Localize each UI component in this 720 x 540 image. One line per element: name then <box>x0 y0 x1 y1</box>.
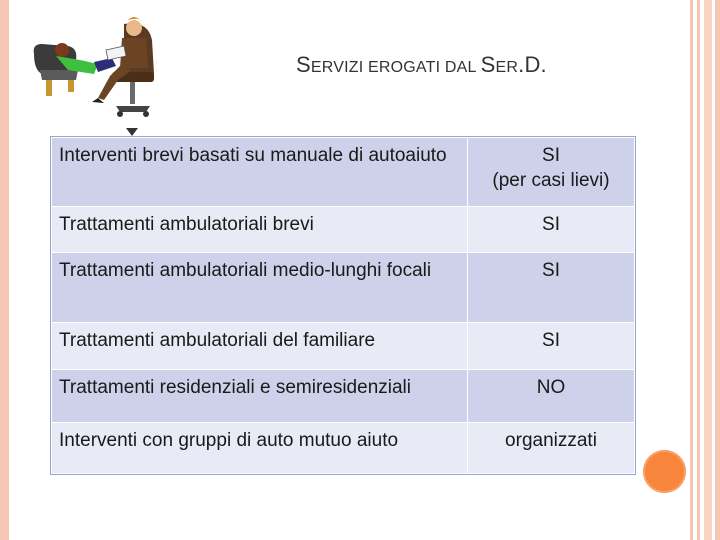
slide-title <box>296 52 636 78</box>
value-text: organizzati <box>505 430 597 451</box>
title-part: ER <box>495 59 519 76</box>
table-row <box>52 253 635 323</box>
value-text: SI <box>542 145 560 166</box>
orange-circle-icon <box>643 450 686 493</box>
value-text: NO <box>536 377 566 398</box>
value-note: (per casi lievi) <box>492 170 610 191</box>
value-cell <box>468 207 635 253</box>
value-text: SI <box>542 330 560 351</box>
slide-right-stripe <box>715 0 720 540</box>
title-part: .D. <box>518 52 547 77</box>
title-part: S <box>296 52 311 77</box>
service-cell: Trattamenti ambulatoriali medio-lunghi focali <box>52 253 468 323</box>
value-cell <box>468 138 635 207</box>
title-part: ERVIZI EROGATI DAL <box>310 59 481 76</box>
table-row <box>52 207 635 253</box>
table-row <box>52 138 635 207</box>
service-cell: Trattamenti ambulatoriali del familiare <box>52 323 468 370</box>
service-cell: Trattamenti residenziali e semiresidenziali <box>52 370 468 423</box>
table-row <box>52 423 635 474</box>
value-text: SI <box>542 214 560 235</box>
value-text: SI <box>542 260 560 281</box>
slide-right-stripe <box>690 0 693 540</box>
service-cell: Interventi con gruppi di auto mutuo aiuto <box>52 423 468 474</box>
value-cell <box>468 323 635 370</box>
services-table <box>51 137 635 474</box>
title-part: S <box>480 52 496 77</box>
service-cell: Trattamenti ambulatoriali brevi <box>52 207 468 253</box>
value-cell <box>468 370 635 423</box>
service-cell: Interventi brevi basati su manuale di autoaiuto <box>52 138 468 207</box>
slide-left-border <box>0 0 9 540</box>
slide-right-stripe <box>704 0 712 540</box>
slide-right-stripe <box>697 0 700 540</box>
table-row <box>52 323 635 370</box>
value-cell <box>468 253 635 323</box>
therapist-session-clipart-icon <box>28 10 163 138</box>
table-row <box>52 370 635 423</box>
value-cell <box>468 423 635 474</box>
